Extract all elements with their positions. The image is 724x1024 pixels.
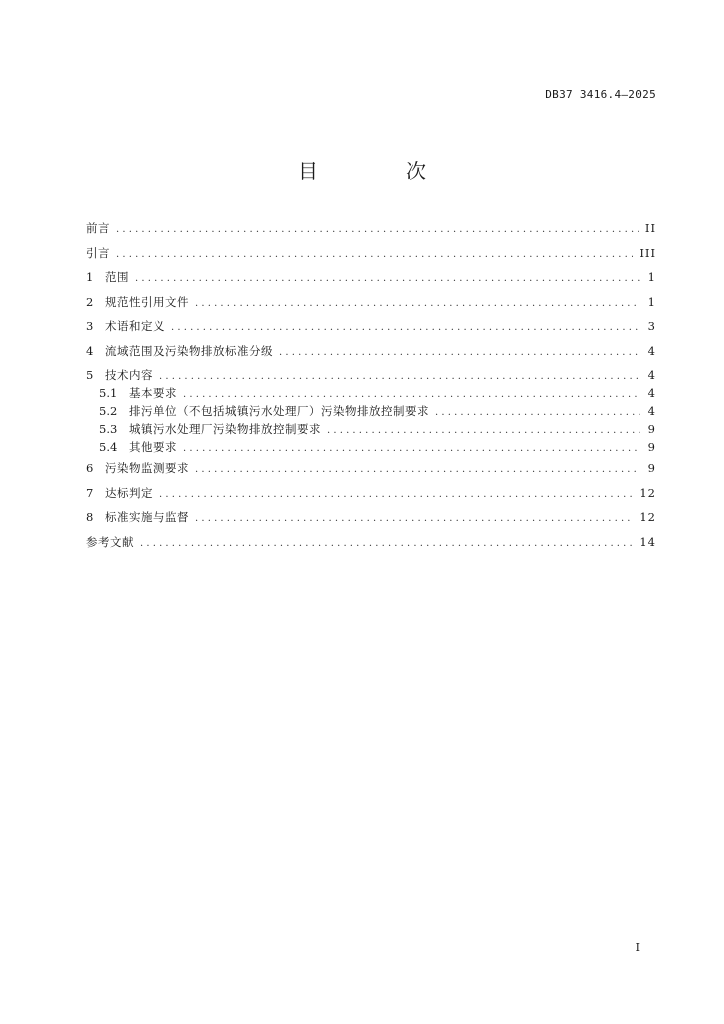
toc-entry-label: 范围 <box>105 270 129 284</box>
toc-entry-label: 技术内容 <box>105 368 153 382</box>
toc-leader-dots <box>435 404 640 422</box>
toc-entry-label: 达标判定 <box>105 485 153 500</box>
toc-entry-number: 4 <box>86 343 94 358</box>
toc-entry-number: 1 <box>86 270 94 284</box>
toc-entry-page: 4 <box>647 368 656 382</box>
toc-entry-page: 3 <box>647 319 656 333</box>
toc-entry-number: 5.4 <box>99 440 118 454</box>
toc-entry-page: 14 <box>639 534 656 549</box>
toc-entry-page: 12 <box>639 485 656 500</box>
toc-entry-6[interactable] <box>86 459 656 484</box>
toc-entry-5[interactable] <box>86 366 656 384</box>
toc-entry-label: 排污单位（不包括城镇污水处理厂）污染物排放控制要求 <box>129 404 429 418</box>
toc-entry-number: 8 <box>86 510 94 524</box>
toc-entry-3[interactable] <box>86 317 656 342</box>
toc-entry-label: 污染物监测要求 <box>105 461 189 475</box>
toc-leader-dots <box>159 368 640 386</box>
toc-entry-page: 4 <box>647 386 656 400</box>
toc-leader-dots <box>135 270 640 288</box>
toc-entry-page: III <box>639 245 656 260</box>
standard-code: DB37 3416.4—2025 <box>545 88 656 101</box>
toc-entry-page: II <box>644 221 656 235</box>
toc-entry-label: 标准实施与监督 <box>105 510 189 524</box>
toc-entry-label: 流域范围及污染物排放标准分级 <box>105 343 273 358</box>
toc-entry-introduction[interactable] <box>86 244 656 269</box>
toc-entry-page: 9 <box>647 461 656 475</box>
toc-leader-dots <box>279 344 640 362</box>
toc-leader-dots <box>183 440 640 458</box>
toc-entry-label: 城镇污水处理厂污染物排放控制要求 <box>129 422 321 436</box>
toc-leader-dots <box>116 221 639 239</box>
toc-entry-label: 其他要求 <box>129 440 177 454</box>
toc-leader-dots <box>171 319 640 337</box>
toc-entry-page: 12 <box>639 510 656 524</box>
toc-entry-label: 前言 <box>86 221 110 235</box>
toc-entry-number: 2 <box>86 294 94 309</box>
toc-entry-8[interactable] <box>86 508 656 533</box>
toc-entry-page: 4 <box>647 343 656 358</box>
toc-entry-5-1[interactable] <box>86 384 656 402</box>
toc-leader-dots <box>195 295 640 313</box>
toc-leader-dots <box>195 461 640 479</box>
toc-entry-label: 术语和定义 <box>105 319 165 333</box>
toc-entry-number: 5.1 <box>99 386 118 400</box>
toc-leader-dots <box>195 510 633 528</box>
toc-entry-label: 引言 <box>86 245 110 260</box>
toc-entry-number: 3 <box>86 319 94 333</box>
toc-entry-5-3[interactable] <box>86 420 656 438</box>
toc-entry-page: 9 <box>647 422 656 436</box>
table-of-contents <box>86 219 656 557</box>
toc-entry-number: 5 <box>86 368 94 382</box>
toc-entry-5-4[interactable] <box>86 438 656 459</box>
toc-entry-label: 参考文献 <box>86 534 134 549</box>
toc-entry-5-2[interactable] <box>86 402 656 420</box>
toc-entry-4[interactable] <box>86 342 656 367</box>
toc-entry-bibliography[interactable] <box>86 533 656 558</box>
toc-leader-dots <box>327 422 640 440</box>
toc-entry-page: 1 <box>647 294 656 309</box>
toc-entry-label: 基本要求 <box>129 386 177 400</box>
toc-entry-2[interactable] <box>86 293 656 318</box>
toc-entry-page: 9 <box>647 440 656 454</box>
toc-title: 目 次 <box>298 159 460 183</box>
toc-entry-number: 7 <box>86 485 94 500</box>
toc-leader-dots <box>116 246 633 264</box>
page-number: I <box>635 941 640 954</box>
toc-entry-foreword[interactable] <box>86 219 656 244</box>
toc-entry-number: 5.3 <box>99 422 118 436</box>
toc-entry-number: 5.2 <box>99 404 118 418</box>
toc-entry-1[interactable] <box>86 268 656 293</box>
toc-entry-page: 1 <box>647 270 656 284</box>
toc-leader-dots <box>140 535 633 553</box>
toc-entry-7[interactable] <box>86 484 656 509</box>
toc-leader-dots <box>159 486 633 504</box>
toc-entry-number: 6 <box>86 461 94 475</box>
toc-entry-page: 4 <box>647 404 656 418</box>
toc-entry-label: 规范性引用文件 <box>105 294 189 309</box>
